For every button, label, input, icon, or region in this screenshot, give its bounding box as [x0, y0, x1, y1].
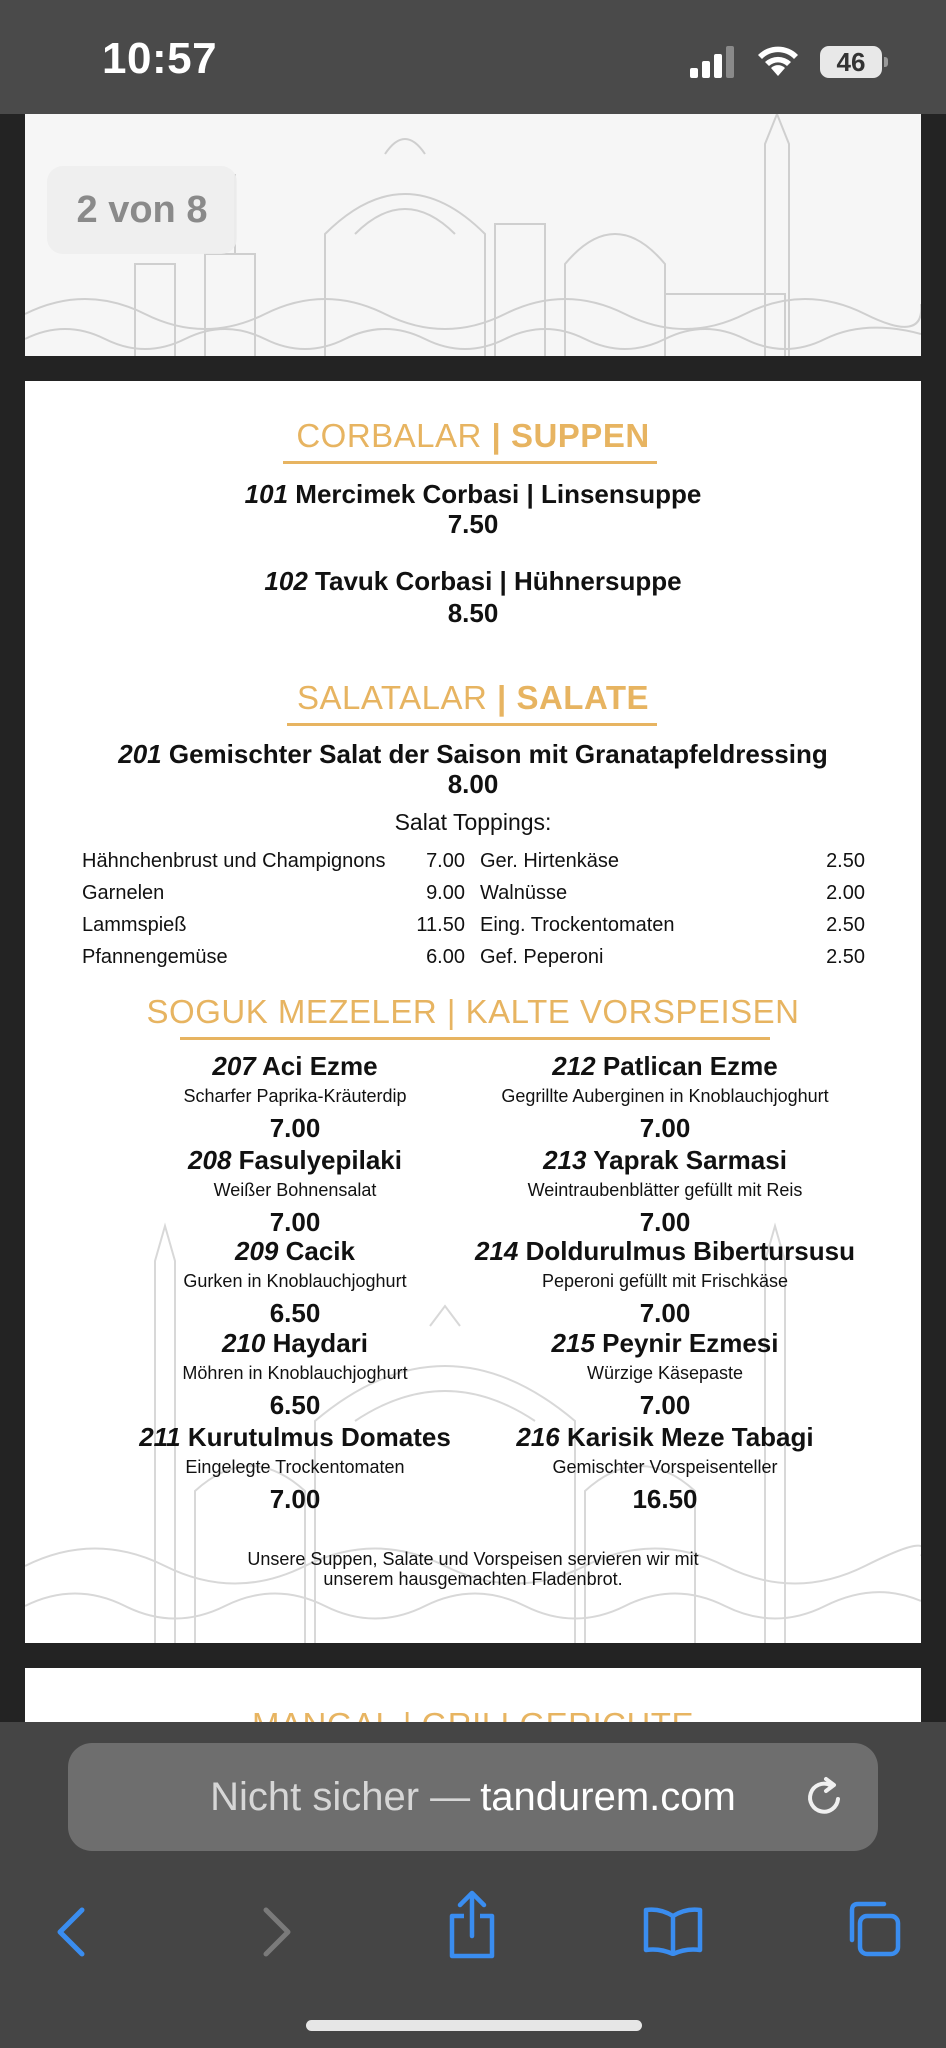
status-bar — [0, 0, 946, 114]
menu-content — [25, 381, 921, 1643]
section-title-soups: CORBALAR | SUPPEN — [296, 417, 650, 454]
pdf-page-previous[interactable] — [25, 114, 921, 356]
home-indicator[interactable] — [306, 2020, 642, 2031]
forward-icon — [260, 1906, 294, 1958]
section-underline — [287, 723, 657, 726]
meze-item: 207 Aci Ezme Scharfer Paprika-Kräuterdip 7.00 — [183, 1051, 407, 1143]
tabs-icon[interactable] — [844, 1900, 902, 1958]
browser-bottom-bar — [0, 1722, 946, 2048]
topping-name: Gef. Peperoni — [480, 946, 604, 968]
topping-name: Pfannengemüse — [82, 946, 228, 968]
meze-item: 211 Kurutulmus Domates Eingelegte Trockentomaten 7.00 — [139, 1422, 451, 1514]
topping-name: Walnüsse — [480, 882, 568, 904]
browser-toolbar — [0, 1872, 946, 1992]
topping-price: 9.00 — [426, 882, 465, 904]
bookmarks-icon[interactable] — [642, 1906, 704, 1956]
meze-item: 208 Fasulyepilaki Weißer Bohnensalat 7.00 — [188, 1145, 402, 1237]
topping-price: 7.00 — [426, 850, 465, 872]
meze-item: 210 Haydari Möhren in Knoblauchjoghurt 6.50 — [182, 1328, 408, 1420]
meze-item: 214 Doldurulmus Bibertursusu Peperoni gefüllt mit Frischkäse 7.00 — [475, 1236, 855, 1328]
address-text[interactable] — [68, 1743, 878, 1851]
wifi-icon — [756, 46, 800, 78]
site-domain: tandurem.com — [480, 1774, 736, 1819]
section-title-cold-mezes: SOGUK MEZELER | KALTE VORSPEISEN — [146, 993, 800, 1030]
topping-name: Lammspieß — [82, 914, 187, 936]
meze-item: 213 Yaprak Sarmasi Weintraubenblätter gefüllt mit Reis 7.00 — [527, 1145, 803, 1237]
dish-101-price: 7.50 — [447, 509, 499, 539]
topping-price: 6.00 — [426, 946, 465, 968]
topping-price: 2.50 — [826, 946, 865, 968]
topping-price: 2.50 — [826, 914, 865, 936]
reload-icon[interactable] — [802, 1775, 846, 1819]
meze-item: 215 Peynir Ezmesi Würzige Käsepaste 7.00 — [551, 1328, 779, 1420]
battery-level: 46 — [836, 46, 866, 77]
dish-101: 101 Mercimek Corbasi | Linsensuppe — [244, 479, 702, 509]
meze-item: 212 Patlican Ezme Gegrillte Auberginen in Knoblauchjoghurt 7.00 — [501, 1051, 829, 1143]
section-title-salads: SALATALAR | SALATE — [297, 679, 649, 716]
topping-name: Ger. Hirtenkäse — [480, 850, 619, 872]
menu-footnote: Unsere Suppen, Salate und Vorspeisen servieren wir mit unserem hausgemachten Fladenbrot. — [247, 1549, 699, 1589]
pdf-page-menu[interactable] — [25, 381, 921, 1643]
page-indicator: 2 von 8 — [47, 166, 237, 254]
back-icon[interactable] — [54, 1906, 88, 1958]
cellular-signal-icon — [690, 46, 736, 78]
status-time: 10:57 — [102, 34, 218, 83]
dish-201-price: 8.00 — [447, 769, 499, 799]
topping-name: Eing. Trockentomaten — [480, 914, 675, 936]
battery-icon — [820, 46, 882, 78]
section-underline — [180, 1037, 770, 1040]
section-underline — [283, 461, 657, 464]
topping-price: 2.50 — [826, 850, 865, 872]
dish-102: 102 Tavuk Corbasi | Hühnersuppe — [264, 566, 682, 596]
topping-name: Hähnchenbrust und Champignons — [82, 850, 386, 872]
security-warning: Nicht sicher — — [210, 1774, 471, 1819]
address-bar[interactable] — [68, 1743, 878, 1851]
topping-price: 2.00 — [826, 882, 865, 904]
dish-201: 201 Gemischter Salat der Saison mit Granatapfeldressing — [118, 739, 828, 769]
meze-item: 216 Karisik Meze Tabagi Gemischter Vorspeisenteller 16.50 — [516, 1422, 814, 1514]
dish-102-price: 8.50 — [447, 598, 499, 628]
topping-price: 11.50 — [416, 914, 465, 936]
status-icons — [690, 44, 882, 80]
meze-item: 209 Cacik Gurken in Knoblauchjoghurt 6.50 — [183, 1236, 407, 1328]
topping-name: Garnelen — [82, 882, 165, 904]
share-icon[interactable] — [446, 1890, 498, 1960]
salad-toppings-label: Salat Toppings: — [394, 809, 552, 835]
